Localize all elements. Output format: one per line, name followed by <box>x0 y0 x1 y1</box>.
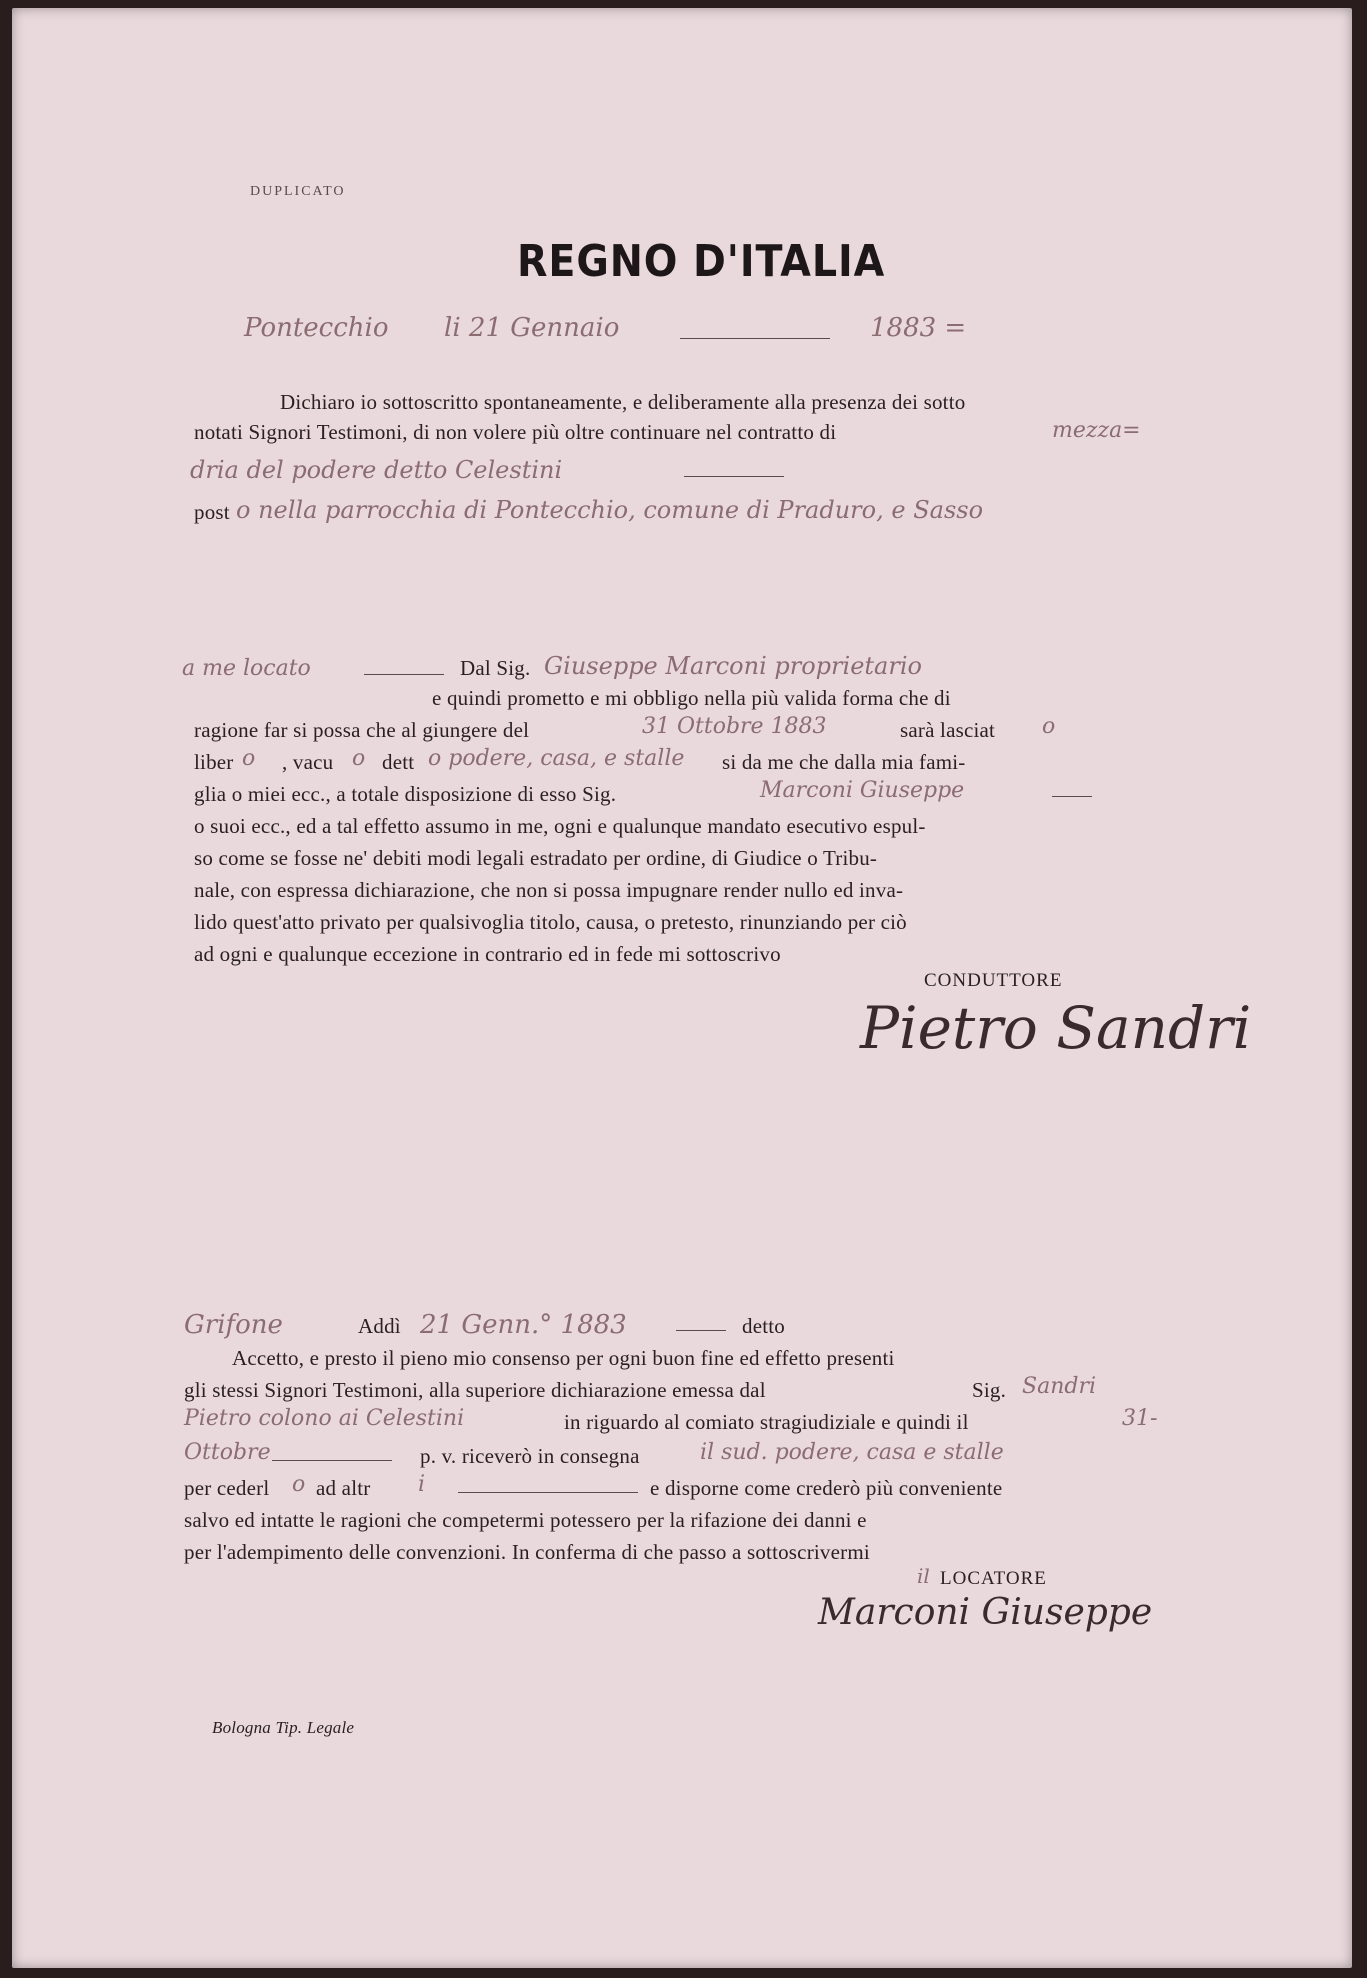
declaration-line-7a: ragione far si possa che al giungere del <box>194 718 530 742</box>
declaration-line-8-hw2: o <box>352 746 366 771</box>
locator-label-prefix: il <box>917 1564 930 1588</box>
declaration-line-2-hw: mezza= <box>1052 418 1141 443</box>
acceptance-line-5-rule <box>458 1492 638 1493</box>
acceptance-line-4-rule <box>272 1460 392 1461</box>
document-title: REGNO D'ITALIA <box>517 236 886 287</box>
declaration-line-7-hw: 31 Ottobre 1883 <box>642 714 827 739</box>
declaration-line-8-hw1: o <box>242 746 256 771</box>
conductor-signature: Pietro Sandri <box>860 994 1252 1062</box>
dateline-year: 1883 = <box>870 313 967 343</box>
declaration-line-5-rule <box>364 674 444 675</box>
acceptance-line-3-hw: Pietro colono ai Celestini <box>184 1406 465 1431</box>
declaration-line-10: o suoi ecc., ed a tal effetto assumo in me, ogni e qualunque mandato esecutivo espul- <box>194 814 926 838</box>
acceptance-line-5a: per cederl <box>184 1476 270 1500</box>
acceptance-date: 21 Genn.° 1883 <box>420 1310 627 1340</box>
declaration-line-9-hw: Marconi Giuseppe <box>760 778 965 803</box>
acceptance-line-2b: Sig. <box>972 1378 1007 1402</box>
declaration-line-5-hw: a me locato <box>182 656 311 681</box>
acceptance-line-3b: in riguardo al comiato stragiudiziale e quindi il <box>564 1410 969 1434</box>
declaration-line-11: so come se fosse ne' debiti modi legali estradato per ordine, di Giudice o Tribu- <box>194 846 878 870</box>
declaration-line-1: Dichiaro io sottoscritto spontaneamente, e deliberamente alla presenza dei sotto <box>280 390 966 414</box>
acceptance-line-6: salvo ed intatte le ragioni che competermi potessero per la rifazione dei danni e <box>184 1508 867 1532</box>
acceptance-line-2a: gli stessi Signori Testimoni, alla superiore dichiarazione emessa dal <box>184 1378 766 1402</box>
acceptance-line-2-hw: Sandri <box>1022 1374 1096 1399</box>
declaration-line-5-mid: Dal Sig. <box>460 656 531 680</box>
declaration-line-12: nale, con espressa dichiarazione, che non si possa impugnare render nullo ed inva- <box>194 878 904 902</box>
declaration-line-13: lido quest'atto privato per qualsivoglia titolo, causa, o pretesto, rinunziando per ciò <box>194 910 907 934</box>
printer-credit: Bologna Tip. Legale <box>212 1718 355 1737</box>
conductor-label: CONDUTTORE <box>924 970 1063 991</box>
acceptance-detto: detto <box>742 1314 785 1338</box>
declaration-line-9a: glia o miei ecc., a totale disposizione di esso Sig. <box>194 782 617 806</box>
document-page <box>12 8 1352 1968</box>
dateline-place: Pontecchio <box>244 313 389 343</box>
acceptance-addi: Addì <box>358 1314 401 1338</box>
declaration-line-2: notati Signori Testimoni, di non volere più oltre continuare nel contratto di <box>194 420 837 444</box>
declaration-line-5-hw2: Giuseppe Marconi proprietario <box>544 652 922 680</box>
declaration-line-8c: dett <box>382 750 415 774</box>
acceptance-line-4-hw: Ottobre <box>184 1440 271 1465</box>
declaration-line-3-rule <box>684 476 784 477</box>
acceptance-line-5-hw: o <box>292 1472 306 1497</box>
dateline-date: li 21 Gennaio <box>444 313 620 343</box>
declaration-line-8b: , vacu <box>282 750 334 774</box>
declaration-line-4-pre: post <box>194 500 230 524</box>
declaration-line-4-hw: o nella parrocchia di Pontecchio, comune di Praduro, e Sasso <box>236 496 984 524</box>
locator-label: LOCATORE <box>940 1568 1047 1589</box>
acceptance-line-4b: p. v. riceverò in consegna <box>420 1444 640 1468</box>
declaration-line-3-hw: dria del podere detto Celestini <box>190 456 563 484</box>
acceptance-line-7: per l'adempimento delle convenzioni. In conferma di che passo a sottoscrivermi <box>184 1540 870 1564</box>
acceptance-line-5c: e disporne come crederò più conveniente <box>650 1476 1003 1500</box>
dateline-rule <box>680 338 830 339</box>
acceptance-line-3-hw2: 31- <box>1122 1406 1158 1431</box>
declaration-line-14: ad ogni e qualunque eccezione in contrario ed in fede mi sottoscrivo <box>194 942 781 966</box>
acceptance-place: Grifone <box>184 1310 283 1340</box>
acceptance-line-5b: ad altr <box>316 1476 371 1500</box>
declaration-line-8-hw3: o podere, casa, e stalle <box>428 746 685 771</box>
acceptance-line-5-hw2: i <box>418 1472 426 1497</box>
acceptance-line-4-hw2: il sud. podere, casa e stalle <box>700 1440 1004 1465</box>
acceptance-line-1: Accetto, e presto il pieno mio consenso per ogni buon fine ed effetto presenti <box>232 1346 895 1370</box>
declaration-line-8d: si da me che dalla mia fami- <box>722 750 966 774</box>
declaration-line-7-hw2: o <box>1042 714 1056 739</box>
locator-signature: Marconi Giuseppe <box>818 1592 1153 1633</box>
declaration-line-7b: sarà lasciat <box>900 718 996 742</box>
declaration-line-8a: liber <box>194 750 234 774</box>
acceptance-date-rule <box>676 1330 726 1331</box>
declaration-line-6: e quindi prometto e mi obbligo nella più valida forma che di <box>432 686 951 710</box>
declaration-line-9-rule <box>1052 796 1092 797</box>
duplicate-label: DUPLICATO <box>250 184 346 199</box>
